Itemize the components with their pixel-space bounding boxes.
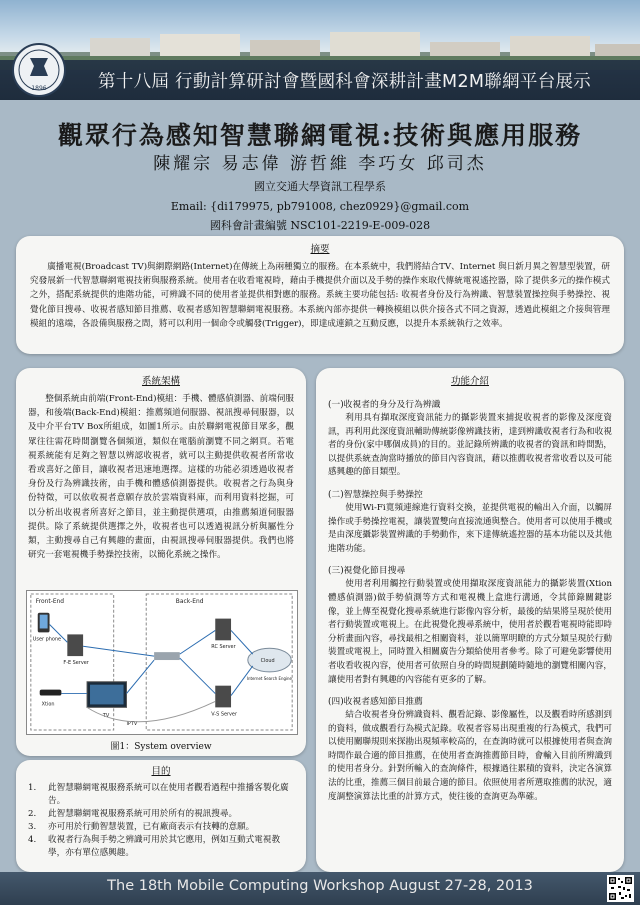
- goal-number: 2.: [28, 809, 37, 819]
- author-list: 陳耀宗 易志偉 游哲維 李巧女 邱司杰: [153, 154, 487, 174]
- iptv-label: IPTV: [126, 721, 138, 728]
- feature-text-control: 使用Wi-Fi寬頻連線進行資料交換，並提供電視的輸出入介面，以觸屏操作或手勢操控電視，讓裝置雙向直接流通與整合。使用者可以使用手機或是由深度攝影裝置辨識的手勢動作，來下達傳統遙控器的基本功能以及其他進階功能。: [328, 502, 612, 554]
- tv-label: TV: [102, 713, 110, 720]
- goal-number: 3.: [28, 822, 37, 832]
- features-heading: 功能介紹: [450, 376, 489, 387]
- goal-item: [28, 821, 294, 834]
- rc-server-icon: [215, 619, 231, 641]
- goal-text: 收視者行為與手勢之辨識可用於其它應用，例如互動式電視教學，亦有單位感興趣。: [48, 835, 281, 858]
- poster-footer: [0, 872, 640, 905]
- search-engine-label: Internet Search Engine: [246, 675, 292, 681]
- goal-text: 此智慧聯網電視服務系統可以在使用者觀看過程中推播客製化廣告。: [48, 783, 289, 806]
- goal-number: 1.: [28, 783, 37, 793]
- back-end-label: Back-End: [175, 598, 204, 605]
- goal-item: [28, 834, 294, 860]
- goal-number: 4.: [28, 835, 37, 845]
- goal-item: [28, 808, 294, 821]
- figure-caption: 圖1：System overview: [110, 742, 212, 752]
- abstract-text: 廣播電視(Broadcast TV)與網際網路(Internet)在傳統上為兩種獨立的服務。在本系統中，我們將結合TV、Internet 與日新月異之智慧型裝置，研究發展新一代智慧聯網電視技術與服務系統。使用者在收看電視時，藉由手機提供介面以及手勢的操作來取代傳統電視遙控器，除了提供多元的操作模式之外，搭配系統提供的進階功能，可辨識不同的使用者並提供相對應的服務。系統主要功能包括: 收視者身份及行為辨識、智慧裝置操控與手勢操控、視覺化節目搜尋、收視者感知節目推薦、收視者感知智慧聯網電視服務。本系統內部亦提供一轉換模組以供介接各式不同之資源，透過此模組之介接與管理模組的遠端，各設備與服務之間，將可以利用一個命令或觸發(Trigger)，即達成連鎖之互動反應，以提升本系統執行之效率。: [30, 262, 610, 329]
- affiliation: 國立交通大學資訊工程學系: [254, 180, 386, 193]
- grant-number: 國科會計畫編號 NSC101-2219-E-009-028: [209, 219, 431, 232]
- vs-server-label: V-S Server: [211, 711, 237, 718]
- cloud-label: Cloud: [260, 658, 275, 665]
- front-end-label: Front-End: [35, 598, 65, 605]
- architecture-heading: 系統架構: [141, 376, 180, 387]
- vs-server-icon: [215, 686, 231, 708]
- feature-text-identity: 利用具有擷取深度資訊能力的攝影裝置來捕捉收視者的影像及深度資訊，再利用此深度資訊輔助傳統影像辨識技術，達到辨識收視者行為和收視者的身份(家中哪個成員)的目的。並記錄所辨識的收視者的資訊和時間點，以提供系統查詢當時播放的節目內容資訊，藉以推薦收視者常收看以及可能感興趣的節目類型。: [328, 413, 612, 478]
- logo-year: 1896: [31, 85, 47, 92]
- feature-text-visual-search: 使用者利用觸控行動裝置或使用擷取深度資訊能力的攝影裝置(Xtion體感偵測器)做手勢偵測等方式和電視機上盒進行溝通，令其節錄關鍵影像，並上傳至視覺化搜尋系統進行影像內容分析，最後的結果將呈現於使用者行動裝置或電視上。在此視覺化搜尋系統中，使用者於觀看電視時能即時分析畫面內容，尋找最相之相關資料，並以簡單明瞭的方式分類呈現於行動裝置或電視上，同時置入相關廣告分類給使用者參考。除了可避免影響使用者收看收視內容，使用者可依照自身的時間規劃隨時隨地的瀏覽相關內容，讓使用者對有興趣的內容能有更多的了解。: [328, 579, 612, 685]
- footer-text: The 18th Mobile Computing Workshop August 27-28, 2013: [107, 878, 533, 894]
- rc-server-label: RC Server: [211, 644, 236, 651]
- goals-panel: [16, 760, 306, 872]
- feature-title-recommendation: (四)收視者感知節目推薦: [328, 697, 423, 708]
- conference-title: 第十八屆 行動計算研討會暨國科會深耕計畫M2M聯網平台展示: [98, 72, 592, 92]
- tv-box-icon: [154, 652, 180, 660]
- goal-item: [28, 782, 294, 808]
- abstract-panel: [16, 236, 624, 354]
- goals-heading: 目的: [151, 766, 171, 777]
- goal-text: 此智慧聯網電視服務系統可用於所有的視訊搜尋。: [48, 809, 238, 819]
- poster-header: [0, 0, 640, 100]
- user-phone-label: User phone: [32, 636, 61, 643]
- university-logo: [8, 42, 70, 98]
- architecture-text: 整個系統由前端(Front-End)模組：手機、體感偵測器、前端伺服器，和後端(Back-End)模組：推薦頻道伺服器、視訊搜尋伺服器，以及中介平台TV Box所組成，如圖1所示。由於聯網電視節目眾多，觀眾往往需花時間瀏覽各個頻道，類似在電腦前瀏覽不同之網頁。若電視系統能有足夠之智慧以辨認收視者，就可以主動提供收視者所常收看或喜好之節目，讓收視者迅速地選擇。這樣的功能必須透過收視者身份及行為辨識技術，由手機和體感偵測器提供。收視者之行為與身份特徵，可以依收視者意願存放於雲端資料庫，而利用資料挖掘，可以分析出收視者所喜好之節目，並主動提供選項，由推薦頻道伺服器提供。除了系統提供選擇之外，收視者也可以透過視訊分析與屬性分類，主動搜尋自己有興趣的畫面，由視訊搜尋伺服器提供。我們也將研究一套電視機手勢操控技術，以簡化系統之操作。: [28, 394, 294, 561]
- fe-server-icon: [67, 634, 83, 656]
- feature-text-recommendation: 結合收視者身份辨識資料、觀看記錄、影像屬性，以及觀看時所感測到的資料，做成觀看行為模式記錄。收視者容易出現重複的行為模式，我們可以使用關聯規則來探勘出現頻率較高的，在查詢時就可以根據使用者與查詢時間作最合適的節目推薦，在使用者查詢推薦節目時，會輸入目前所辨識到的使用者身分。針對所輸入的查詢條件，根據過往累積的資料，決定各演算法的比重，推薦三個目前最合適的節目。依照使用者所選取推薦的狀況，適度調整演算法比重的計算方式，使往後的查詢更為準確。: [328, 710, 612, 802]
- system-overview-diagram: [26, 590, 298, 735]
- abstract-heading: 摘要: [310, 244, 330, 255]
- xtion-sensor-icon: [40, 690, 62, 696]
- architecture-panel: [16, 368, 306, 756]
- poster-title: 觀眾行為感知智慧聯網電視:技術與應用服務: [57, 121, 583, 150]
- goal-text: 亦可用於行動智慧裝置，已有廠商表示有技轉的意願。: [48, 822, 255, 832]
- xtion-label: Xtion: [41, 701, 55, 708]
- features-panel: [316, 368, 624, 872]
- goals-list: [28, 782, 294, 860]
- feature-title-identity: (一)收視者的身分及行為辨識: [328, 400, 441, 410]
- fe-server-label: F-E Server: [63, 659, 89, 666]
- feature-title-visual-search: (三)視覺化節目搜尋: [328, 566, 406, 577]
- title-block: [0, 120, 640, 235]
- feature-title-control: (二)智慧操控與手勢操控: [328, 489, 423, 500]
- qr-code-icon: [607, 875, 634, 902]
- contact-email: Email: {di179975, pb791008, chez0929}@gmail.com: [170, 200, 470, 213]
